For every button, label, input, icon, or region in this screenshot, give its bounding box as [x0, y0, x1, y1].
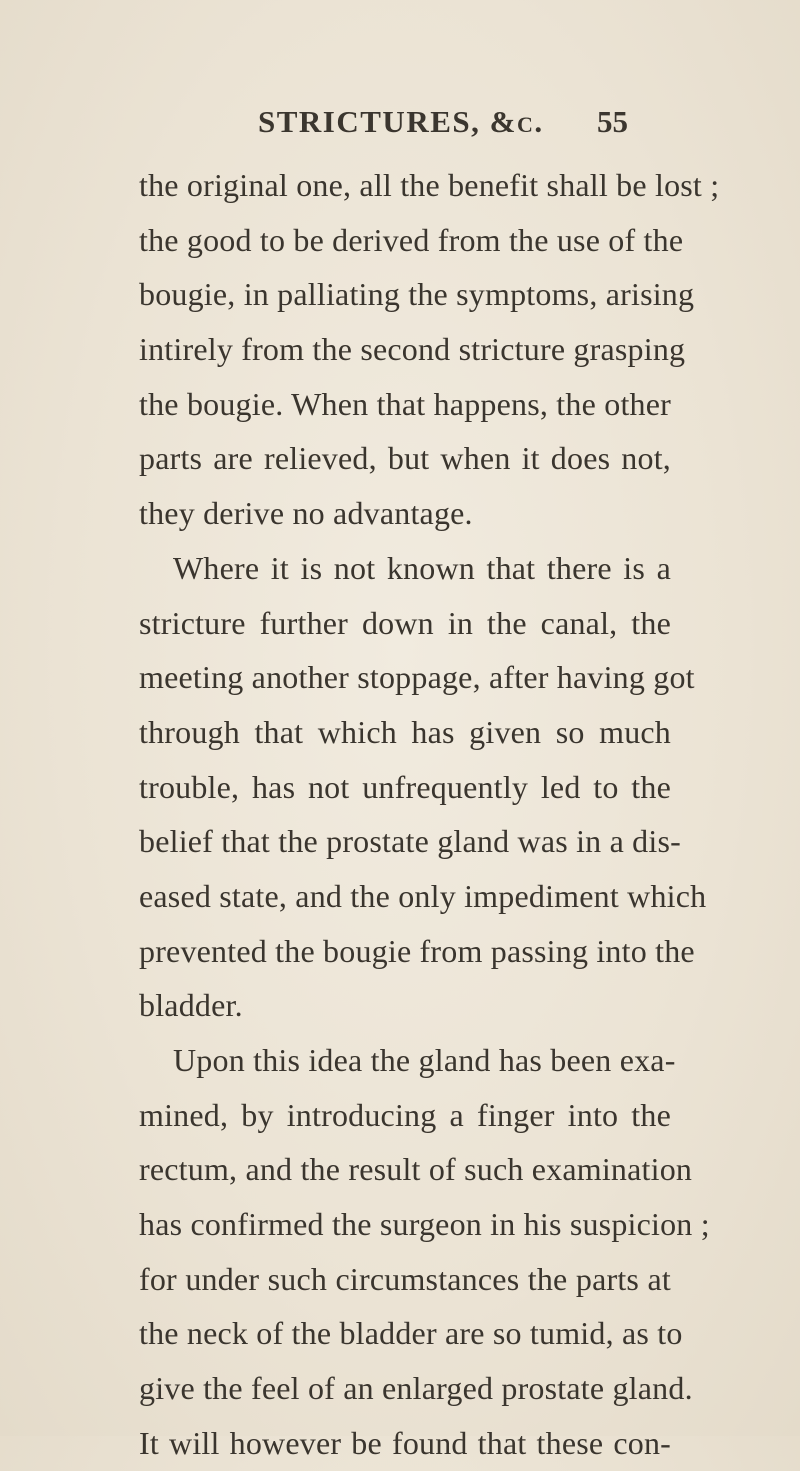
text-line: the neck of the bladder are so tumid, as to — [139, 1315, 683, 1352]
body-text — [139, 158, 720, 1471]
text-line: intirely from the second stricture grasping — [139, 331, 686, 368]
text-line: through that which has given so much — [139, 713, 671, 750]
paragraph-start-line: Where it is not known that there is a — [173, 549, 671, 586]
text-line: the bougie. When that happens, the other — [139, 385, 671, 422]
text-line: meeting another stoppage, after having got — [139, 659, 695, 696]
text-line: bougie, in palliating the symptoms, arising — [139, 276, 695, 313]
text-line: trouble, has not unfrequently led to the — [139, 768, 671, 805]
text-line: for under such circumstances the parts at — [139, 1260, 671, 1297]
text-line: prevented the bougie from passing into the — [139, 932, 695, 969]
text-line: It will however be found that these con- — [139, 1424, 671, 1461]
paragraph-start-line: Upon this idea the gland has been exa- — [173, 1042, 676, 1078]
text-line: mined, by introducing a finger into the — [139, 1096, 671, 1133]
text-line: has confirmed the surgeon in his suspicion ; — [139, 1206, 710, 1243]
text-line: the good to be derived from the use of the — [139, 221, 684, 258]
text-line: eased state, and the only impediment which — [139, 877, 707, 914]
text-line: stricture further down in the canal, the — [139, 604, 671, 641]
paragraph-end-line: bladder. — [139, 987, 243, 1024]
running-head — [0, 104, 800, 144]
page-number: 55 — [597, 104, 628, 139]
paragraph-end-line: they derive no advantage. — [139, 495, 473, 532]
text-line: rectum, and the result of such examination — [139, 1151, 693, 1188]
text-line: give the feel of an enlarged prostate gland. — [139, 1370, 693, 1407]
running-title: STRICTURES, &c. — [258, 104, 544, 139]
text-line: parts are relieved, but when it does not, — [139, 440, 671, 477]
text-line: belief that the prostate gland was in a dis- — [139, 823, 681, 860]
text-line: the original one, all the benefit shall be lost ; — [139, 167, 720, 203]
